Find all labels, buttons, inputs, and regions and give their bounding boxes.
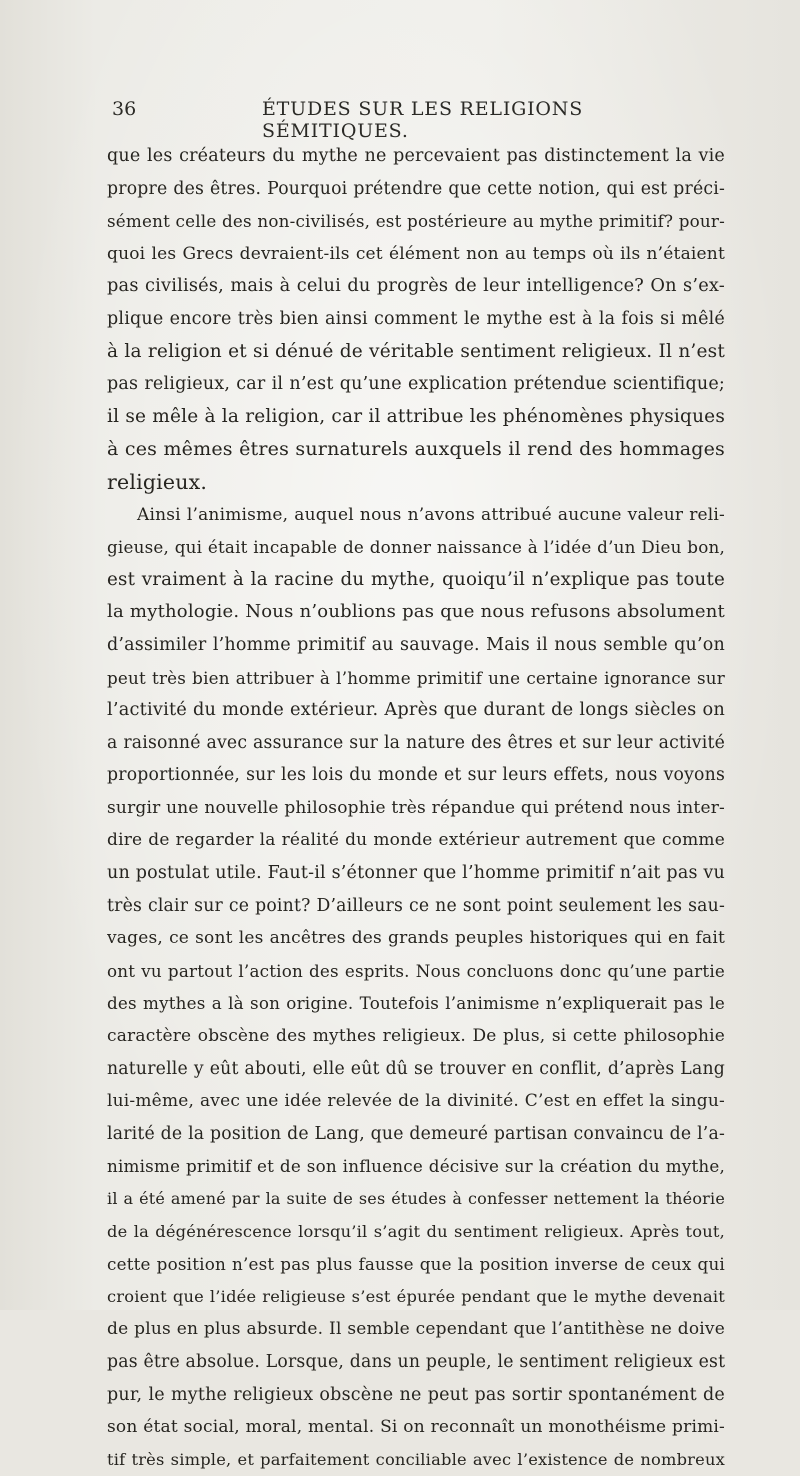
text-line: de la dégénérescence lorsqu’il s’agit du sentiment religieux. Après tout, xyxy=(107,1221,725,1241)
text-line: vages, ce sont les ancêtres des grands peuples historiques qui en fait xyxy=(107,928,725,949)
text-line: de plus en plus absurde. Il semble cependant que l’antithèse ne doive xyxy=(107,1319,725,1340)
text-line: lui-même, avec une idée relevée de la divinité. C’est en effet la singu- xyxy=(107,1091,725,1112)
text-line: des mythes a là son origine. Toutefois l’animisme n’expliquerait pas le xyxy=(107,993,725,1014)
text-line: peut très bien attribuer à l’homme primitif une certaine ignorance sur xyxy=(107,667,725,688)
text-line: très clair sur ce point? D’ailleurs ce ne sont point seulement les sau- xyxy=(107,895,725,916)
text-line: pas être absolue. Lorsque, dans un peuple, le sentiment religieux est xyxy=(107,1351,725,1372)
text-line: il a été amené par la suite de ses études à confesser nettement la théorie xyxy=(107,1189,725,1208)
text-line: religieux. xyxy=(107,469,208,494)
text-line: pur, le mythe religieux obscène ne peut pas sortir spontanément de xyxy=(107,1384,725,1405)
text-line: la mythologie. Nous n’oublions pas que nous refusons absolument xyxy=(107,601,725,623)
text-line: pas religieux, car il n’est qu’une explication prétendue scientifique; xyxy=(107,374,725,395)
text-line: quoi les Grecs devraient-ils cet élément non au temps où ils n’étaient xyxy=(107,243,725,264)
text-line: que les créateurs du mythe ne percevaient pas distinctement la vie xyxy=(107,146,725,166)
text-line: son état social, moral, mental. Si on reconnaît un monothéisme primi- xyxy=(107,1417,725,1438)
text-line: a raisonné avec assurance sur la nature des êtres et sur leur activité xyxy=(107,732,725,753)
text-line: l’activité du monde extérieur. Après que durant de longs siècles on xyxy=(107,700,725,721)
text-line: dire de regarder la réalité du monde extérieur autrement que comme xyxy=(107,830,725,851)
text-line: propre des êtres. Pourquoi prétendre que cette notion, qui est préci- xyxy=(107,178,725,199)
text-line: cette position n’est pas plus fausse que la position inverse de ceux qui xyxy=(107,1254,725,1275)
running-title: ÉTUDES SUR LES RELIGIONS SÉMITIQUES. xyxy=(262,98,584,142)
text-line: est vraiment à la racine du mythe, quoiqu’il n’explique pas toute xyxy=(107,568,725,590)
page-number: 36 xyxy=(112,98,137,120)
text-line: surgir une nouvelle philosophie très répandue qui prétend nous inter- xyxy=(107,797,725,818)
text-line: gieuse, qui était incapable de donner naissance à l’idée d’un Dieu bon, xyxy=(107,537,725,558)
running-head xyxy=(112,98,712,142)
text-line: pas civilisés, mais à celui du progrès de leur intelligence? On s’ex- xyxy=(107,276,725,297)
text-line: d’assimiler l’homme primitif au sauvage. Mais il nous semble qu’on xyxy=(107,634,725,655)
text-line: à ces mêmes êtres surnaturels auxquels il rend des hommages xyxy=(107,438,725,461)
body-text xyxy=(107,140,725,1476)
text-line: plique encore très bien ainsi comment le mythe est à la fois si mêlé xyxy=(107,308,725,329)
text-line: Ainsi l’animisme, auquel nous n’avons attribué aucune valeur reli- xyxy=(137,504,725,525)
text-line: proportionnée, sur les lois du monde et sur leurs effets, nous voyons xyxy=(107,765,725,786)
text-line: sément celle des non-civilisés, est postérieure au mythe primitif? pour- xyxy=(107,211,725,232)
text-line: tif très simple, et parfaitement conciliable avec l’existence de nombreux xyxy=(107,1449,725,1469)
text-line: un postulat utile. Faut-il s’étonner que l’homme primitif n’ait pas vu xyxy=(107,863,725,884)
text-line: caractère obscène des mythes religieux. De plus, si cette philosophie xyxy=(107,1026,725,1047)
text-line: larité de la position de Lang, que demeuré partisan convaincu de l’a- xyxy=(107,1123,725,1144)
text-line: ont vu partout l’action des esprits. Nous concluons donc qu’une partie xyxy=(107,960,725,981)
text-line: naturelle y eût abouti, elle eût dû se trouver en conflit, d’après Lang xyxy=(107,1058,725,1079)
text-line: il se mêle à la religion, car il attribue les phénomènes physiques xyxy=(107,405,725,427)
text-line: nimisme primitif et de son influence décisive sur la création du mythe, xyxy=(107,1156,725,1177)
text-line: à la religion et si dénué de véritable sentiment religieux. Il n’est xyxy=(107,340,725,362)
text-line: croient que l’idée religieuse s’est épurée pendant que le mythe devenait xyxy=(107,1286,725,1306)
